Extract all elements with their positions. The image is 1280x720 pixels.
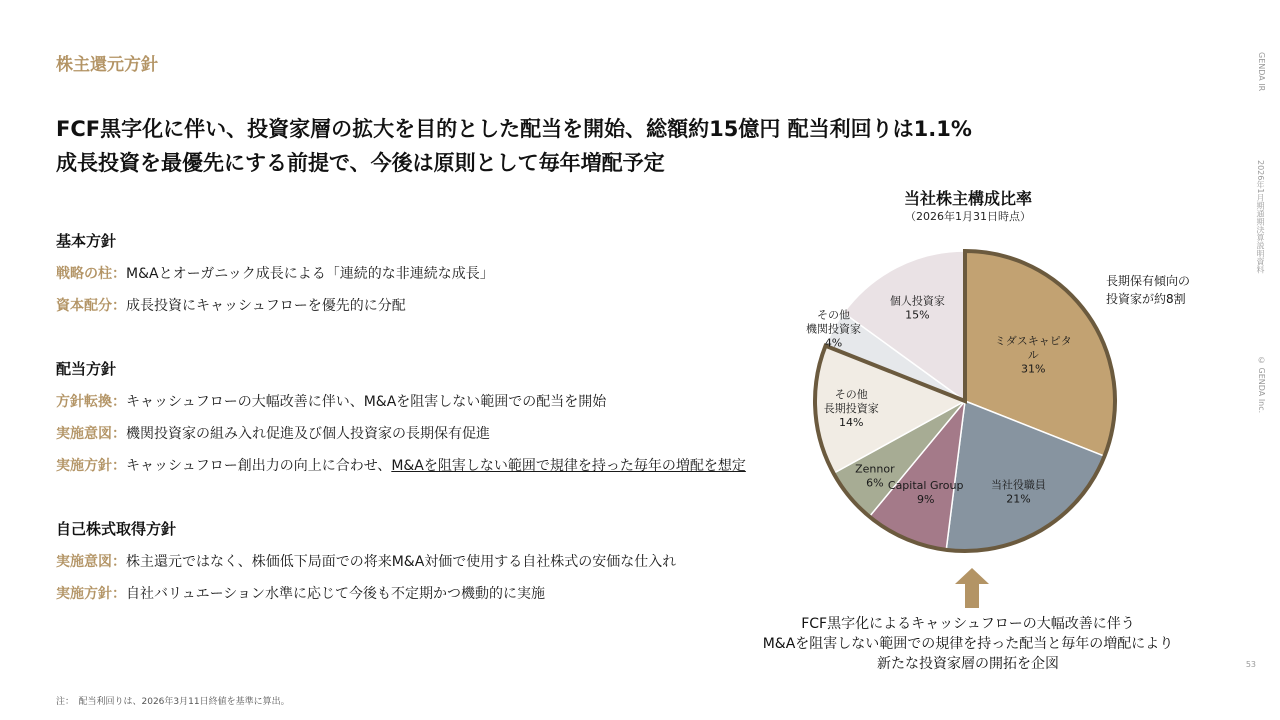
policy-row [56,585,676,603]
footnote: 注： 配当利回りは、2026年3月11日終値を基準に算出。 [56,697,290,707]
side-label-copyright: © GENDA Inc. [1257,356,1266,414]
policy-value: キャッシュフロー創出力の向上に合わせ、 [126,458,392,474]
policy-row [56,553,676,571]
headline-line-1: FCF黒字化に伴い、投資家層の拡大を目的とした配当を開始、総額約15億円 配当利回りは1.1% [56,117,972,141]
policy-row [56,297,494,315]
basic-policy-section [56,230,494,329]
policy-row [56,425,746,443]
pie-slice-label: その他長期投資家 14% [823,388,879,430]
buyback-policy-section [56,518,676,617]
policy-key: 方針転換： [56,394,126,410]
policy-row [56,457,746,475]
page-number: 53 [1245,660,1256,669]
policy-key: 資本配分： [56,298,126,314]
policy-value: 機関投資家の組み入れ促進及び個人投資家の長期保有促進 [126,426,490,442]
policy-key: 実施方針： [56,586,126,602]
chart-subtitle: （2026年1月31日時点） [905,210,1031,223]
long-term-holder-callout: 長期保有傾向の 投資家が約8割 [1106,274,1191,306]
basic-policy-title: 基本方針 [56,232,117,250]
policy-value: 自社バリュエーション水準に応じて今後も不定期かつ機動的に実施 [126,586,546,602]
pie-slice-label: Zennor 6% [855,462,895,490]
pie-slice-label: Capital Group 9% [887,478,964,506]
pie-slice-label: その他機関投資家 4% [806,308,862,350]
pie-slice-label: ミダスキャピタル 31% [994,334,1072,376]
policy-value: 成長投資にキャッシュフローを優先的に分配 [126,298,406,314]
policy-row [56,393,746,411]
arrow-up-icon [955,568,989,608]
policy-key: 実施意図： [56,554,126,570]
shareholder-pie-chart [800,236,1130,566]
headline-line-2: 成長投資を最優先にする前提で、今後は原則として毎年増配予定 [56,151,665,175]
pie-slice-label: 当社役職員 21% [990,478,1046,506]
policy-value: 株主還元ではなく、株価低下局面での将来M&A対価で使用する自社株式の安価な仕入れ [126,554,677,570]
bottom-note: FCF黒字化によるキャッシュフローの大幅改善に伴う M&Aを阻害しない範囲での規律を持った配当と毎年の増配により 新たな投資家層の開拓を企図 [762,616,1174,672]
policy-key: 実施方針： [56,458,126,474]
policy-key: 実施意図： [56,426,126,442]
dividend-policy-title: 配当方針 [56,360,117,378]
dividend-policy-section [56,358,746,489]
policy-key: 戦略の柱： [56,266,126,282]
headline [56,112,1136,180]
buyback-policy-title: 自己株式取得方針 [56,520,177,538]
side-label-document: 2026年1月期通期決算説明資料 [1256,160,1265,274]
policy-value: M&Aとオーガニック成長による「連続的な非連続な成長」 [126,266,494,282]
chart-title: 当社株主構成比率 [903,189,1032,208]
policy-row [56,265,494,283]
policy-value-underlined: M&Aを阻害しない範囲で規律を持った毎年の増配を想定 [391,458,746,474]
side-label-ir: GENDA IR [1257,52,1266,92]
pie-slice-label: 個人投資家 15% [889,294,945,322]
policy-value: キャッシュフローの大幅改善に伴い、M&Aを阻害しない範囲での配当を開始 [126,394,607,410]
section-label: 株主還元方針 [56,55,158,75]
